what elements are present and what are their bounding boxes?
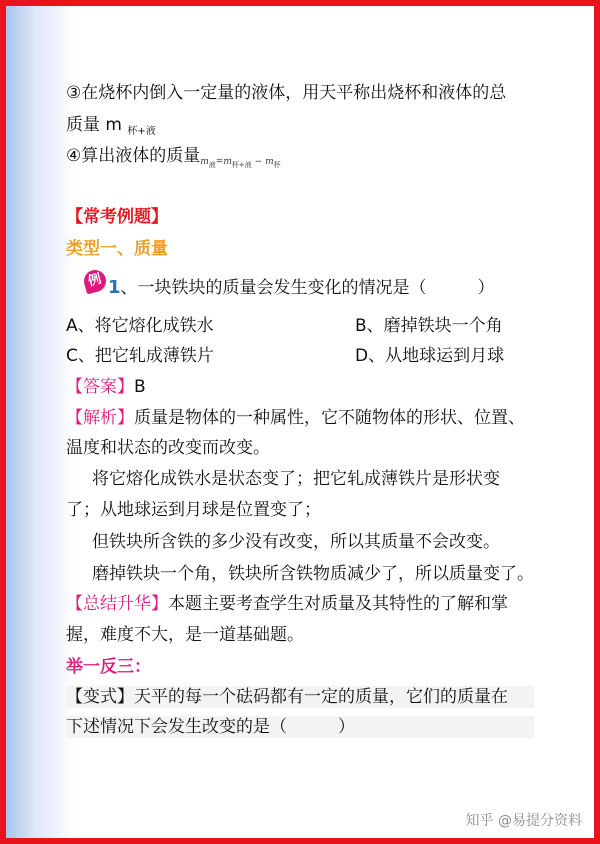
section-title: 【常考例题】 [66,207,168,227]
practice-title: 举一反三： [66,657,151,677]
analysis-line-2: 温度和状态的改变而改变。 [66,438,270,458]
example-number: 1 [108,277,121,298]
answer-label: 【答案】 [66,377,134,397]
step-3-line-1: ③在烧杯内倒入一定量的液体，用天平称出烧杯和液体的总 [66,83,507,103]
summary-line-1: 【总结升华】本题主要考查学生对质量及其特性的了解和掌 [66,594,508,614]
analysis-line-3: 将它熔化成铁水是状态变了；把它轧成薄铁片是形状变 [92,469,500,489]
answer-line [66,376,146,398]
liquid-mass-formula: $m_液=m_{杯+液} - m_杯$ [200,157,281,169]
answer-value: B [134,377,146,397]
variant-line-2: 下述情况下会发生改变的是（ ） [66,716,534,738]
step-4-line: ④算出液体的质量$m_液=m_{杯+液} - m_杯$ [66,146,281,169]
analysis-line-5: 但铁块所含铁的多少没有改变，所以其质量不会改变。 [92,532,500,552]
type-title: 类型一、质量 [66,239,168,259]
option-d: D、从地球运到月球 [355,346,505,366]
summary-label: 【总结升华】 [66,594,168,614]
watermark: 知乎 @易提分资料 [464,810,584,830]
analysis-line-1: 【解析】质量是物体的一种属性，它不随物体的形状、位置、 [66,408,525,428]
option-a: A、将它熔化成铁水 [66,316,214,336]
analysis-label: 【解析】 [66,408,134,428]
analysis-line-4: 了；从地球运到月球是位置变了； [66,500,321,520]
option-c: C、把它轧成薄铁片 [66,346,214,366]
step-3-line-2: 质量 m $_{杯+液}$ [66,115,156,137]
example-badge-icon: 例 [82,268,109,295]
step-3-subscript: 杯+液 [127,126,156,137]
analysis-line-6: 磨掉铁块一个角，铁块所含铁物质减少了，所以质量变了。 [92,564,534,584]
summary-line-2: 握，难度不大，是一道基础题。 [66,625,304,645]
variant-label: 【变式】 [66,687,134,707]
variant-line-1: 【变式】天平的每一个砝码都有一定的质量，它们的质量在 [66,686,534,708]
example-question: 1、一块铁块的质量会发生变化的情况是（ ） [108,277,495,298]
option-b: B、磨掉铁块一个角 [355,316,503,336]
